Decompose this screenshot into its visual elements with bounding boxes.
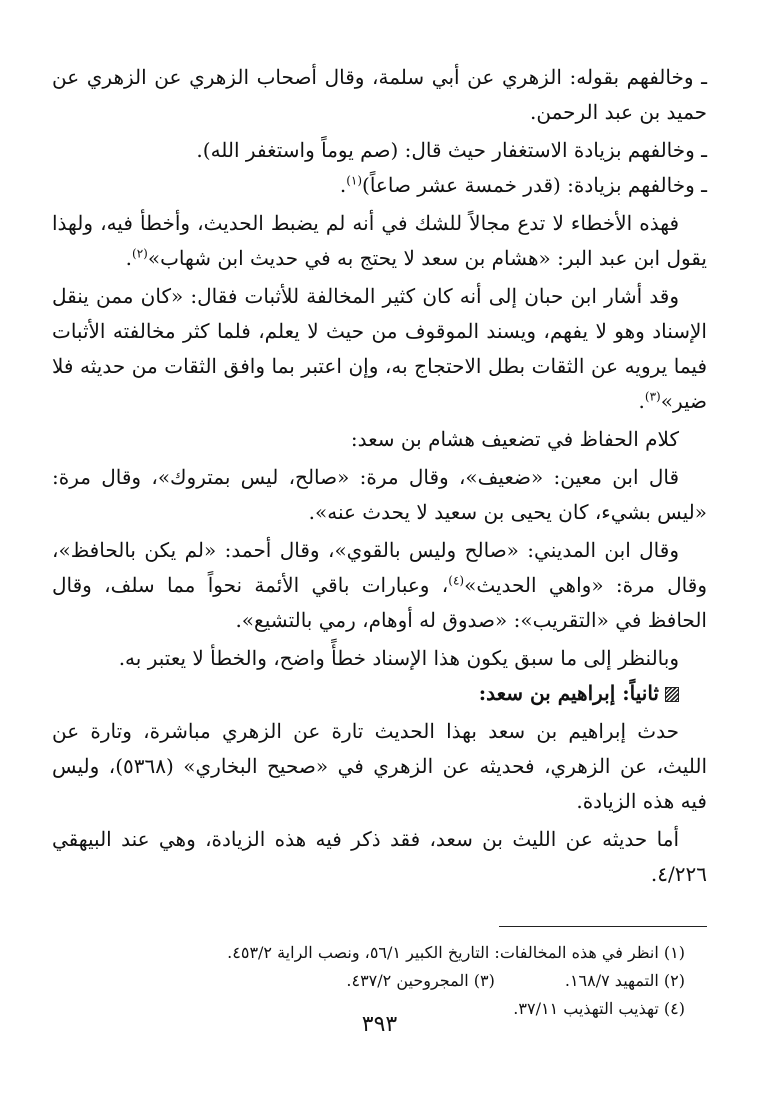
footnote-row-2-3 — [52, 967, 685, 995]
footnote-2-num: (٢) — [663, 971, 685, 990]
paragraph-8: وبالنظر إلى ما سبق يكون هذا الإسناد خطأً واضح، والخطأ لا يعتبر به. — [118, 646, 679, 670]
paragraph-7-text-a: وقال ابن المديني: «صالح وليس بالقوي»، وقال أحمد: «لم يكن بالحافظ»، وقال مرة: «واهي الحديث» — [52, 538, 707, 597]
footnote-1 — [52, 939, 685, 967]
note-ref-4[interactable]: (٤) — [448, 573, 465, 588]
paragraph-7-text-b: ، وعبارات باقي الأئمة نحواً مما سلف، وقال الحافظ في «التقريب»: «صدوق له أوهام، رمي بالتشيع». — [52, 573, 707, 632]
footnote-4-num: (٤) — [663, 999, 685, 1018]
paragraph-7 — [52, 533, 707, 638]
paragraph-4: فهذه الأخطاء لا تدع مجالاً للشك في أنه لم يضبط الحديث، وأخطأ فيه، ولهذا يقول ابن عبد البر: «هشام بن سعد لا يحتج به في حديث ابن شهاب»$^{(٢)}$. — [52, 211, 707, 270]
footnote-2 — [565, 967, 685, 995]
footnote-3 — [346, 967, 494, 995]
note-ref-1[interactable]: (١) — [346, 173, 363, 188]
section-subtitle: كلام الحفاظ في تضعيف هشام بن سعد: — [350, 427, 679, 451]
paragraph-2: ـ وخالفهم بزيادة الاستغفار حيث قال: (صم يوماً واستغفر الله). — [196, 138, 707, 162]
footnote-3-num: (٣) — [473, 971, 495, 990]
footnote-2-text: التمهيد ١٦٨/٧. — [564, 971, 659, 990]
paragraph-5: وقد أشار ابن حبان إلى أنه كان كثير المخالفة للأثبات فقال: «كان ممن ينقل الإسناد وهو لا يفهم، ويسند الموقوف من حيث لا يعلم، فلما كثر مخالفته الأثبات فيما يرويه عن الثقات بطل الاحتجاج به، وإن اعتبر بما وافق الثقات من حديثه فلا ضير»$^{(٣)}$. — [52, 284, 707, 413]
hatched-square-icon — [665, 687, 679, 702]
paragraph-10: أما حديثه عن الليث بن سعد، فقد ذكر فيه هذه الزيادة، وهي عند البيهقي ٤/٢٢٦. — [52, 827, 707, 886]
paragraph-4-text: فهذه الأخطاء لا تدع مجالاً للشك في أنه لم يضبط الحديث، وأخطأ فيه، ولهذا يقول ابن عبد البر: «هشام بن سعد لا يحتج به في حديث ابن شهاب» — [52, 211, 707, 270]
paragraph-5-text: وقد أشار ابن حبان إلى أنه كان كثير المخالفة للأثبات فقال: «كان ممن ينقل الإسناد وهو لا يفهم، ويسند الموقوف من حيث لا يعلم، فلما كثر مخالفته الأثبات فيما يرويه عن الثقات بطل الاحتجاج به، وإن اعتبر بما وافق الثقات من حديثه فلا ضير» — [52, 284, 707, 413]
footnote-divider — [499, 926, 707, 927]
paragraph-6: قال ابن معين: «ضعيف»، وقال مرة: «صالح، ليس بمتروك»، وقال مرة: «ليس بشيء، كان يحيى بن سعيد لا يحدث عنه». — [52, 465, 707, 524]
main-text — [52, 60, 707, 892]
note-ref-3[interactable]: (٣) — [644, 389, 661, 404]
footnote-3-text: المجروحين ٤٣٧/٢. — [346, 971, 469, 990]
paragraph-3-text: ـ وخالفهم بزيادة: (قدر خمسة عشر صاعاً) — [362, 173, 707, 197]
section-heading-text: ثانياً: إبراهيم بن سعد: — [478, 681, 659, 705]
page-number: ٣٩٣ — [361, 1012, 398, 1037]
section-heading — [52, 676, 707, 711]
note-ref-2[interactable]: (٢) — [132, 246, 148, 261]
footnote-4-text: تهذيب التهذيب ٣٧/١١. — [513, 999, 659, 1018]
footnotes — [52, 939, 707, 1023]
footnote-1-num: (١) — [663, 943, 685, 962]
paragraph-3: ـ وخالفهم بزيادة: (قدر خمسة عشر صاعاً)$^{(١)}$. — [339, 173, 707, 197]
footnote-1-text: انظر في هذه المخالفات: التاريخ الكبير ٥٦/١، ونصب الراية ٤٥٣/٢. — [227, 943, 659, 962]
paragraph-9: حدث إبراهيم بن سعد بهذا الحديث تارة عن الزهري مباشرة، وتارة عن الليث، عن الزهري، فحديثه عن الزهري في «صحيح البخاري» (٥٣٦٨)، وليس فيه هذه الزيادة. — [52, 719, 707, 813]
paragraph-1: ـ وخالفهم بقوله: الزهري عن أبي سلمة، وقال أصحاب الزهري عن الزهري عن حميد بن عبد الرحمن. — [52, 65, 707, 124]
